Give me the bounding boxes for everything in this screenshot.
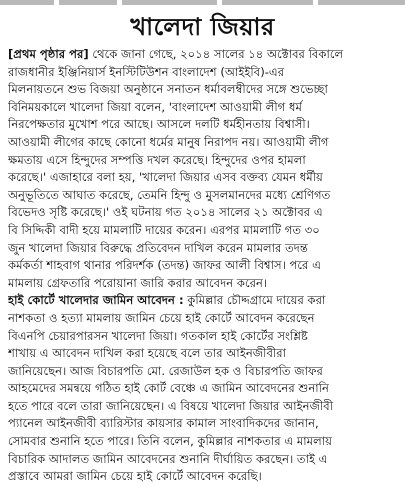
subheading: হাই কোর্টে খালেদার জামিন আবেদন : — [8, 293, 184, 308]
headline: খালেদা জিয়ার — [130, 13, 275, 41]
divider-segment — [0, 0, 54, 5]
text-line: নাশকতা ও হত্যা মামলায় জামিন চেয়ে হাই কোর্টে আবেদন করেছেন — [8, 310, 315, 325]
text-line: শাখায় এ আবেদন দাখিল করা হয়েছে বলে তার আইনজীবীরা — [8, 346, 286, 361]
text-line: জানিয়েছেন। আজ বিচারপতি মো. রেজাউল হক ও বিচারপতি জাফর — [8, 363, 323, 378]
paragraph-2 — [8, 292, 398, 486]
text-line: করেছে।' এজাহারে বলা হয়, 'খালেদা জিয়ার এসব বক্তব্য যেমন ধর্মীয় — [8, 170, 323, 185]
text-line — [8, 292, 398, 310]
text-line: আওয়ামী লীগের কাছে কোনো ধর্মের মানুষ নিরাপদ নয়। আওয়ামী লীগ — [8, 134, 329, 149]
text-line: রাজধানীর ইঞ্জিনিয়ার্স ইনস্টিটিউশন বাংলাদেশ (আইইবি)-এর — [8, 64, 285, 79]
text-line: প্যানেল আইনজীবী ব্যারিস্টার কায়সার কামাল সাংবাদিকদের জানান, — [8, 416, 319, 431]
text-line: বিএনপি চেয়ারপারসন খালেদা জিয়া। গতকাল হাই কোর্টের সংশ্লিষ্ট — [8, 328, 308, 343]
text-line: মামলায় গ্রেফতারি পরোয়ানা জারি করার আবেদন করেন। — [8, 275, 268, 290]
text-line: সোমবার শুনানি হতে পারে। তিনি বলেন, কুমিল্লার নাশকতার এ মামলায় — [8, 434, 332, 449]
text-line: ক্ষমতায় এসে হিন্দুদের সম্পত্তি দখল করেছে। হিন্দুদের ওপর হামলা — [8, 152, 306, 167]
text-line: বিভেদও সৃষ্টি করেছে।' ওই ঘটনায় গত ২০১৪ সালের ২১ অক্টোবর এ — [8, 205, 323, 220]
continuation-marker: [প্রথম পৃষ্ঠার পর] — [8, 47, 89, 61]
divider-segment — [59, 0, 116, 5]
text-line: বিচারিক আদালত জামিন আবেদনের শুনানি দীর্ঘায়িত করছেন। তাই এ — [8, 451, 328, 466]
top-divider-bar — [0, 0, 405, 5]
text-line: বিনিময়কালে খালেদা জিয়া বলেন, 'বাংলাদেশ আওয়ামী লীগ ধর্ম — [8, 99, 302, 114]
text-line — [8, 46, 398, 64]
text-line: কর্মকর্তা শাহবাগ থানার পরিদর্শক (তদন্ত) জাফর আলী বিশ্বাস। পরে এ — [8, 258, 321, 273]
text-line: প্রস্তাবে আমরা জামিন চেয়ে হাই কোর্টে আবেদন করেছি। — [8, 469, 262, 484]
paragraph-1 — [8, 46, 398, 292]
text-line-part: কুমিল্লার চৌদ্দগ্রামে দায়ের করা — [183, 293, 326, 308]
article-body — [8, 46, 398, 486]
text-line: বি সিদ্দিকী বাদী হয়ে মামলাটি দায়ের করেন। এরপর মামলাটি গত ৩০ — [8, 222, 320, 237]
text-line: অনুভূতিতে আঘাত করেছে, তেমনি হিন্দু ও মুসলমানদের মধ্যে শ্রেণিগত — [8, 187, 331, 202]
text-line-part: থেকে জানা গেছে, ২০১৪ সালের ১৪ অক্টোবর বিকালে — [88, 47, 344, 61]
divider-segment — [122, 0, 218, 5]
divider-segment — [222, 0, 313, 5]
text-line: মিলনায়তনে শুভ বিজয়া অনুষ্ঠানে সনাতন ধর্মাবলম্বীদের সঙ্গে শুভেচ্ছা — [8, 82, 328, 97]
divider-segment — [318, 0, 405, 5]
text-line: নিরপেক্ষতার মুখোশ পরে আছে। আসলে দলটি ধর্মহীনতায় বিশ্বাসী। — [8, 117, 310, 132]
text-line: জুন খালেদা জিয়ার বিরুদ্ধে প্রতিবেদন দাখিল করেন মামলার তদন্ত — [8, 240, 308, 255]
text-line: আহমেদের সমন্বয়ে গঠিত হাই কোর্ট বেঞ্চে এ জামিন আবেদনের শুনানি — [8, 381, 329, 396]
text-line: হতে পারে বলে তারা জানিয়েছেন। এ বিষয়ে খালেদা জিয়ার আইনজীবী — [8, 398, 334, 413]
